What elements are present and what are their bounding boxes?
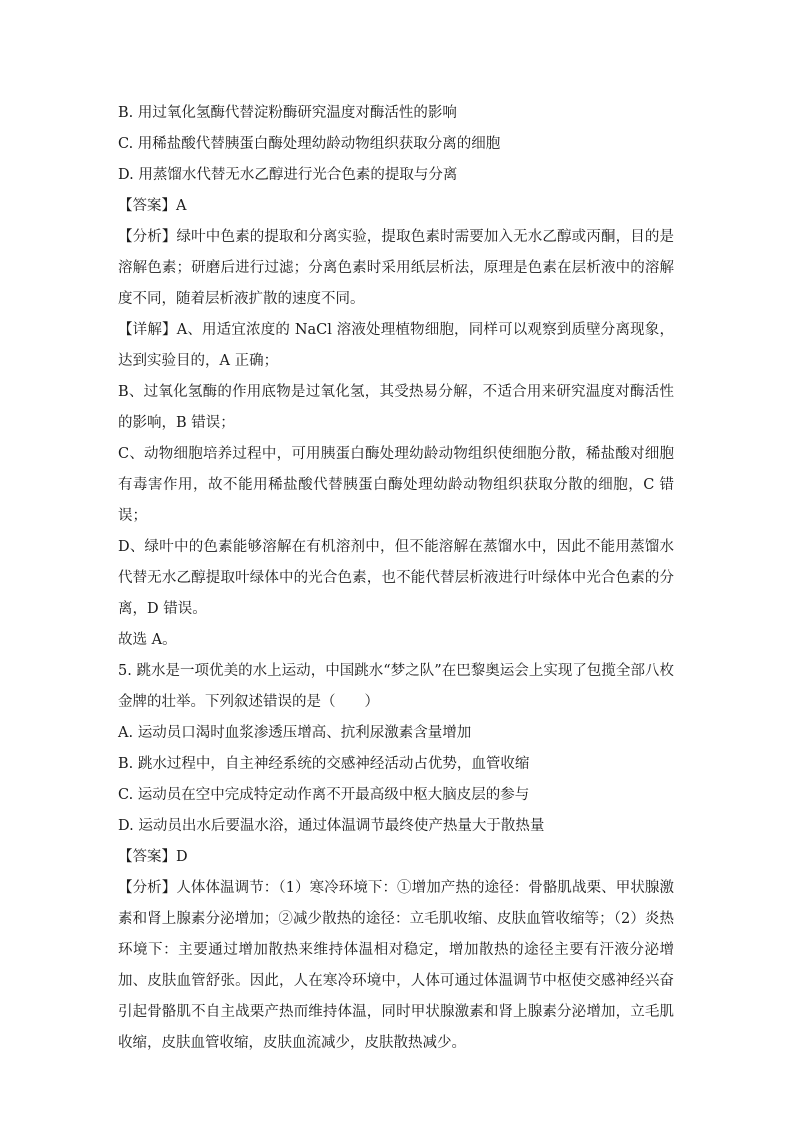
q4-detail-b: B、过氧化氢酶的作用底物是过氧化氢，其受热易分解，不适合用来研究温度对酶活性的影响，B 错误； <box>118 384 674 431</box>
q5-option-d: D. 运动员出水后要温水浴，通过体温调节最终使产热量大于散热量 <box>118 818 545 834</box>
q5-option-c: C. 运动员在空中完成特定动作离不开最高级中枢大脑皮层的参与 <box>118 787 530 803</box>
q5-answer: 【答案】D <box>118 849 188 865</box>
q4-detail-c: C、动物细胞培养过程中，可用胰蛋白酶处理幼龄动物组织使细胞分散，稀盐酸对细胞有毒害作用，故不能用稀盐酸代替胰蛋白酶处理幼龄动物组织获取分散的细胞，C 错误； <box>118 446 674 524</box>
q4-detail-a: 【详解】A、用适宜浓度的 NaCl 溶液处理植物细胞，同样可以观察到质壁分离现象，达到实验目的，A 正确； <box>118 322 674 369</box>
option-b-prev: B. 用过氧化氢酶代替淀粉酶研究温度对酶活性的影响 <box>118 105 457 121</box>
q5-option-a: A. 运动员口渴时血浆渗透压增高、抗利尿激素含量增加 <box>118 725 472 741</box>
q4-analysis: 【分析】绿叶中色素的提取和分离实验，提取色素时需要加入无水乙醇或丙酮，目的是溶解色素；研磨后进行过滤；分离色素时采用纸层析法，原理是色素在层析液中的溶解度不同，随着层析液扩散的速度不同。 <box>118 229 674 307</box>
document-page <box>118 98 674 1059</box>
q4-answer: 【答案】A <box>118 198 187 214</box>
q4-detail-d: D、绿叶中的色素能够溶解在有机溶剂中，但不能溶解在蒸馏水中，因此不能用蒸馏水代替无水乙醇提取叶绿体中的光合色素，也不能代替层析液进行叶绿体中光合色素的分离，D 错误。 <box>118 539 674 617</box>
q5-stem: 5. 跳水是一项优美的水上运动，中国跳水“梦之队”在巴黎奥运会上实现了包揽全部八枚金牌的壮举。下列叙述错误的是（ ） <box>118 663 674 710</box>
q5-option-b: B. 跳水过程中，自主神经系统的交感神经活动占优势，血管收缩 <box>118 756 530 772</box>
q4-conclusion: 故选 A。 <box>118 632 177 648</box>
option-c-prev: C. 用稀盐酸代替胰蛋白酶处理幼龄动物组织获取分离的细胞 <box>118 136 501 152</box>
q5-analysis: 【分析】人体体温调节：（1）寒冷环境下：①增加产热的途径：骨骼肌战栗、甲状腺激素和肾上腺素分泌增加；②减少散热的途径：立毛肌收缩、皮肤血管收缩等；（2）炎热环境下：主要通过增加散热来维持体温相对稳定，增加散热的途径主要有汗液分泌增加、皮肤血管舒张。因此，人在寒冷环境中，人体可通过体温调节中枢使交感神经兴奋引起骨骼肌不自主战栗产热而维持体温，同时甲状腺激素和肾上腺素分泌增加，立毛肌收缩，皮肤血管收缩，皮肤血流减少，皮肤散热减少。 <box>118 880 674 1051</box>
option-d-prev: D. 用蒸馏水代替无水乙醇进行光合色素的提取与分离 <box>118 167 458 183</box>
